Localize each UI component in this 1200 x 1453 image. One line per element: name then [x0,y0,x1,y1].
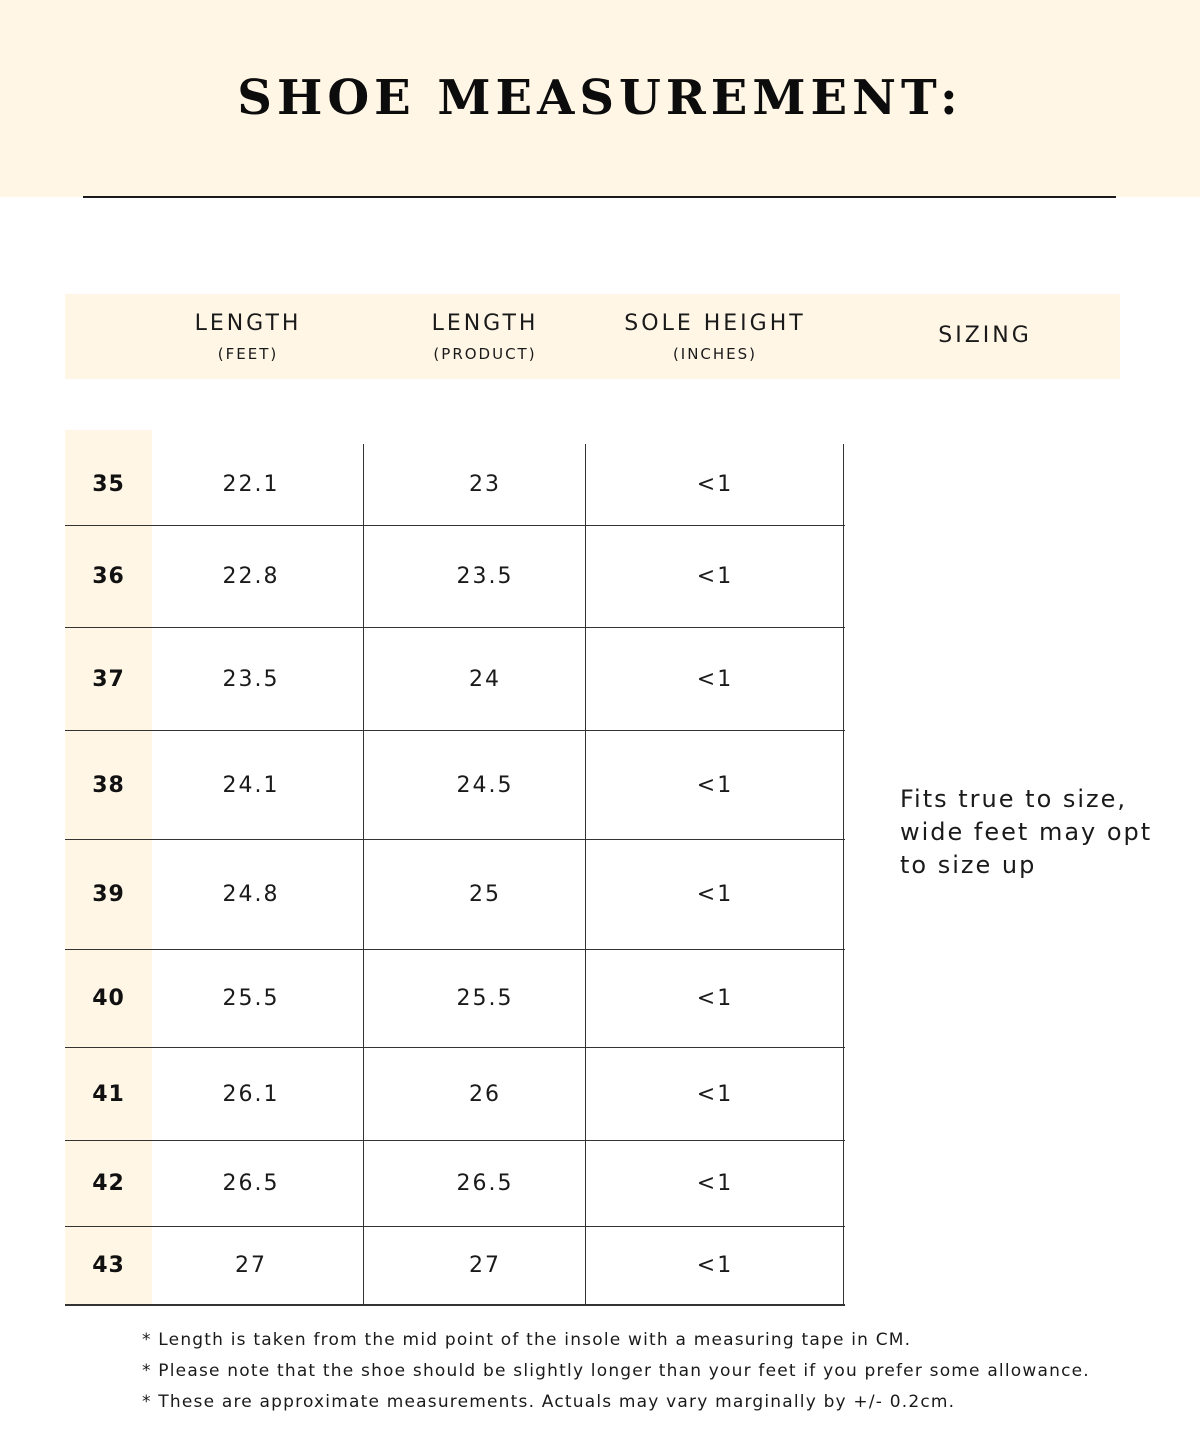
row-divider [65,1140,845,1141]
length-feet-cell: 22.1 [222,472,280,497]
size-43: 43 [92,1253,125,1278]
sole-height-cell: <1 [696,564,734,589]
row-divider [65,949,845,950]
length-product-cell: 27 [469,1253,501,1278]
header-label: LENGTH [194,311,302,336]
length-feet-cell: 22.8 [222,564,280,589]
length-product-cell: 23 [469,472,501,497]
header-unit: (PRODUCT) [433,345,537,363]
header-sizing: SIZING [938,323,1032,348]
footnotes [142,1325,1182,1418]
length-feet-cell: 24.8 [222,882,280,907]
length-feet-cell: 26.1 [222,1081,280,1107]
column-divider [585,444,586,1305]
header-label: SOLE HEIGHT [624,311,806,336]
footnote: * Please note that the shoe should be slightly longer than your feet if you prefer some allowance. [142,1361,1090,1381]
sole-height-cell: <1 [696,1253,734,1278]
title-divider [83,196,1116,198]
length-feet-cell: 26.5 [222,1171,280,1196]
sizing-note: Fits true to size, wide feet may opt to size up [900,785,1153,879]
size-39: 39 [92,882,125,907]
footnote: * Length is taken from the mid point of the insole with a measuring tape in CM. [142,1330,912,1350]
row-divider [65,730,845,731]
sole-height-cell: <1 [696,1171,734,1196]
length-feet-cell: 23.5 [222,666,280,692]
row-divider [65,1047,845,1048]
sole-height-cell: <1 [696,882,734,907]
length-feet-cell: 27 [235,1253,267,1278]
size-41: 41 [92,1081,125,1107]
sole-height-cell: <1 [696,772,734,798]
length-product-cell: 26 [469,1081,501,1107]
footnote: * These are approximate measurements. Actuals may vary marginally by +/- 0.2cm. [142,1392,956,1412]
size-36: 36 [92,564,125,589]
length-product-cell: 24.5 [456,772,514,798]
length-product-cell: 25.5 [456,986,514,1011]
size-42: 42 [92,1171,125,1196]
size-35: 35 [92,472,125,497]
size-table [65,430,845,1305]
sole-height-cell: <1 [696,1081,734,1107]
column-divider [843,444,844,1305]
sole-height-cell: <1 [696,472,734,497]
header-unit: (INCHES) [672,345,758,363]
length-product-cell: 25 [469,882,501,907]
sole-height-cell: <1 [696,666,734,692]
row-divider [65,1226,845,1227]
length-feet-cell: 24.1 [222,772,280,798]
header-unit: (FEET) [217,345,279,363]
row-divider [65,1304,845,1306]
header-length-feet [150,309,346,369]
column-divider [363,444,364,1305]
sole-height-cell: <1 [696,986,734,1011]
row-divider [65,627,845,628]
row-divider [65,839,845,840]
length-product-cell: 23.5 [456,564,514,589]
size-37: 37 [92,666,125,692]
header-sole-height [600,309,830,369]
row-divider [65,525,845,526]
header-length-product [385,309,585,369]
size-38: 38 [92,772,125,798]
length-product-cell: 26.5 [456,1171,514,1196]
length-product-cell: 24 [469,666,501,692]
length-feet-cell: 25.5 [222,986,280,1011]
size-40: 40 [92,986,125,1011]
page-title: SHOE MEASUREMENT: [237,70,963,126]
header-label: LENGTH [431,311,539,336]
